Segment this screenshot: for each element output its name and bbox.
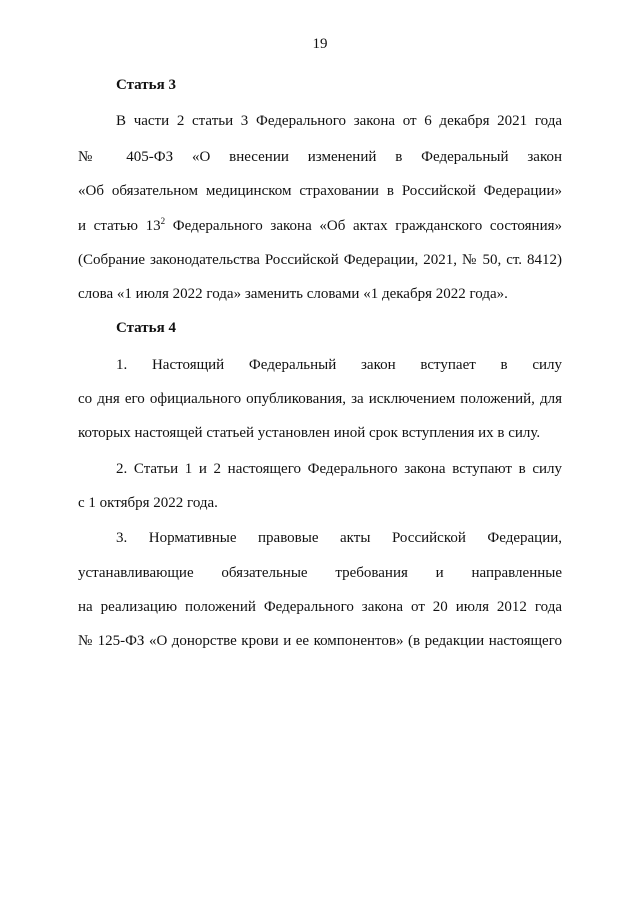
article-3-line-4-part-1: и статью 13 xyxy=(78,218,161,234)
article-3-line-6: слова «1 июля 2022 года» заменить словами «1 декабря 2022 года». xyxy=(78,286,508,302)
article-3-line-3: «Об обязательном медицинском страховании в Российской Федерации» xyxy=(78,183,562,199)
article-3-line-5: (Собрание законодательства Российской Федерации, 2021, № 50, ст. 8412) xyxy=(78,252,562,268)
superscript-2: 2 xyxy=(160,216,166,226)
article-3-line-4 xyxy=(78,218,562,235)
article-4-heading: Статья 4 xyxy=(116,320,176,336)
article-4-p3-line-2: устанавливающие обязательные требования и направленные xyxy=(78,565,562,581)
article-3-line-1: В части 2 статьи 3 Федерального закона от 6 декабря 2021 года xyxy=(116,113,562,129)
article-4-p3-line-1: 3. Нормативные правовые акты Российской Федерации, xyxy=(116,530,562,546)
article-4-p1-line-2: со дня его официального опубликования, за исключением положений, для xyxy=(78,391,562,407)
article-3-heading: Статья 3 xyxy=(116,77,176,93)
article-3-line-4-part-2: Федерального закона «Об актах гражданского состояния» xyxy=(165,218,563,234)
article-4-p2-line-2: с 1 октября 2022 года. xyxy=(78,495,218,511)
article-4-p1-line-1: 1. Настоящий Федеральный закон вступает в силу xyxy=(116,357,562,373)
article-4-p3-line-4: № 125-ФЗ «О донорстве крови и ее компонентов» (в редакции настоящего xyxy=(78,633,562,649)
page-number: 19 xyxy=(312,36,328,52)
article-4-p3-line-3: на реализацию положений Федерального закона от 20 июля 2012 года xyxy=(78,599,562,615)
article-4-p1-line-3: которых настоящей статьей установлен иной срок вступления их в силу. xyxy=(78,425,541,441)
article-3-line-2: № 405-ФЗ «О внесении изменений в Федеральный закон xyxy=(78,149,562,165)
article-4-p2-line-1: 2. Статьи 1 и 2 настоящего Федерального закона вступают в силу xyxy=(116,461,562,477)
